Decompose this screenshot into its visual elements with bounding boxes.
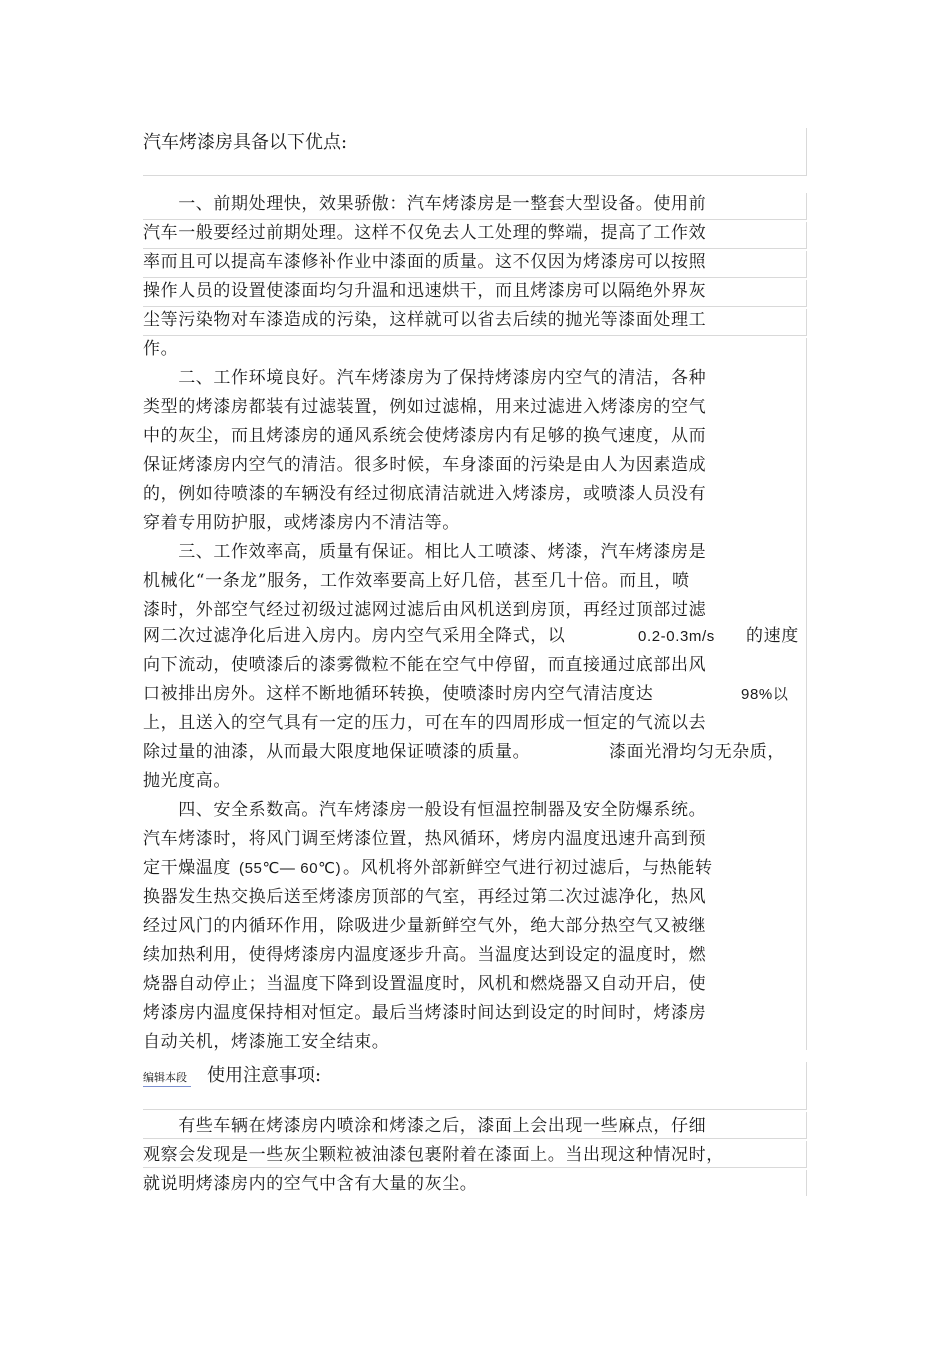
text-line: 向下流动，使喷漆后的漆雾微粒不能在空气中停留，而直接通过底部出风 xyxy=(143,655,707,675)
temperature-range: (55℃— 60℃) xyxy=(239,860,342,877)
text-line: 率而且可以提高车漆修补作业中漆面的质量。这不仅因为烤漆房可以按照 xyxy=(143,252,707,272)
edit-section-link[interactable]: 编辑本段 xyxy=(143,1070,191,1087)
text-line: 观察会发现是一些灰尘颗粒被油漆包裹附着在漆面上。当出现这种情况时， xyxy=(143,1145,724,1165)
cleanliness-value: 98%以 xyxy=(741,686,789,703)
text-line: 有些车辆在烤漆房内喷涂和烤漆之后，漆面上会出现一些麻点，仔细 xyxy=(143,1116,707,1136)
text-segment: 。风机将外部新鲜空气进行初过滤后，与热能转 xyxy=(343,858,713,878)
text-segment: 除过量的油漆，从而最大限度地保证喷漆的质量。 xyxy=(143,742,531,762)
text-line: 漆时，外部空气经过初级过滤网过滤后由风机送到房顶，再经过顶部过滤 xyxy=(143,600,707,620)
text-line: 就说明烤漆房内的空气中含有大量的灰尘。 xyxy=(143,1174,478,1194)
text-line: 二、工作环境良好。汽车烤漆房为了保持烤漆房内空气的清洁，各种 xyxy=(143,368,707,388)
text-line: 尘等污染物对车漆造成的污染，这样就可以省去后续的抛光等漆面处理工 xyxy=(143,310,707,330)
text-segment: 定干燥温度 xyxy=(143,858,231,878)
cell-divider xyxy=(806,1170,807,1196)
text-line: 自动关机，烤漆施工安全结束。 xyxy=(143,1032,390,1052)
text-segment: 网二次过滤净化后进入房内。房内空气采用全降式，以 xyxy=(143,626,566,646)
text-line: 机械化“一条龙”服务，工作效率要高上好几倍，甚至几十倍。而且，喷 xyxy=(143,571,690,591)
text-line: 续加热利用，使得烤漆房内温度逐步升高。当温度达到设定的温度时，燃 xyxy=(143,945,707,965)
text-line: 保证烤漆房内空气的清洁。很多时候，车身漆面的污染是由人为因素造成 xyxy=(143,455,707,475)
section-title: 使用注意事项: xyxy=(207,1065,322,1086)
text-line: 三、工作效率高，质量有保证。相比人工喷漆、烤漆，汽车烤漆房是 xyxy=(143,542,707,562)
text-line: 中的灰尘，而且烤漆房的通风系统会使烤漆房内有足够的换气速度，从而 xyxy=(143,426,707,446)
page-title: 汽车烤漆房具备以下优点: xyxy=(143,128,807,176)
text-line xyxy=(143,680,807,709)
text-line xyxy=(143,854,807,883)
text-line: 烤漆房内温度保持相对恒定。最后当烤漆时间达到设定的时间时，烤漆房 xyxy=(143,1003,707,1023)
text-line: 汽车一般要经过前期处理。这样不仅免去人工处理的弊端，提高了工作效 xyxy=(143,223,707,243)
text-line: 的，例如待喷漆的车辆没有经过彻底清洁就进入烤漆房，或喷漆人员没有 xyxy=(143,484,707,504)
text-line: 换器发生热交换后送至烤漆房顶部的气室，再经过第二次过滤净化，热风 xyxy=(143,887,707,907)
text-line: 一、前期处理快，效果骄傲：汽车烤漆房是一整套大型设备。使用前 xyxy=(143,194,707,214)
text-line xyxy=(143,738,807,767)
text-line: 上，且送入的空气具有一定的压力，可在车的四周形成一恒定的气流以去 xyxy=(143,713,707,733)
text-line: 操作人员的设置使漆面均匀升温和迅速烘干，而且烤漆房可以隔绝外界灰 xyxy=(143,281,707,301)
text-line: 经过风门的内循环作用，除吸进少量新鲜空气外，绝大部分热空气又被继 xyxy=(143,916,707,936)
text-line: 汽车烤漆时，将风门调至烤漆位置，热风循环，烤房内温度迅速升高到预 xyxy=(143,829,707,849)
text-line: 穿着专用防护服，或烤漆房内不清洁等。 xyxy=(143,513,460,533)
text-line: 四、安全系数高。汽车烤漆房一般设有恒温控制器及安全防爆系统。 xyxy=(143,800,707,820)
text-line: 作。 xyxy=(143,339,179,359)
text-segment: 的速度 xyxy=(746,626,799,646)
text-line: 抛光度高。 xyxy=(143,771,231,791)
text-segment: 口被排出房外。这样不断地循环转换，使喷漆时房内空气清洁度达 xyxy=(143,684,654,704)
speed-value: 0.2-0.3m/s xyxy=(638,628,715,645)
text-line: 类型的烤漆房都装有过滤装置，例如过滤棉，用来过滤进入烤漆房的空气 xyxy=(143,397,707,417)
text-segment: 漆面光滑均匀无杂质， xyxy=(609,742,785,762)
text-line xyxy=(143,622,807,651)
text-line: 烧器自动停止；当温度下降到设置温度时，风机和燃烧器又自动开启，使 xyxy=(143,974,707,994)
